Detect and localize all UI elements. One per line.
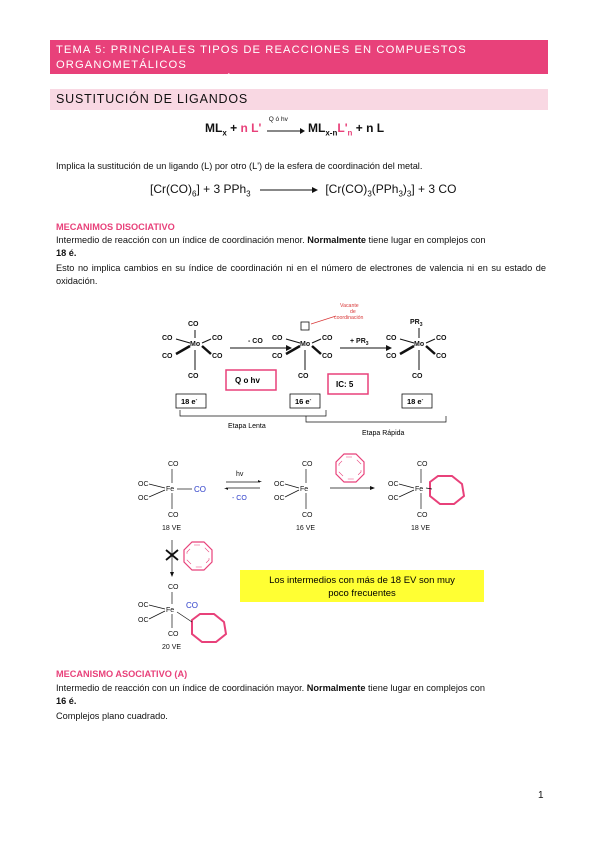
fe-label: Fe [415,486,424,493]
ve-label: 20 VE [162,644,182,651]
co-label: CO [417,512,428,519]
sub-run: 3 [365,341,369,347]
dissociative-scheme [150,298,470,440]
mo-complex-16e [272,322,333,380]
associative-paragraph-2: Complejos plano cuadrado. [56,711,168,721]
electron-label [295,397,312,406]
co-label: CO [436,335,447,342]
fe-complex-18ve [138,461,206,532]
co-label: CO [272,353,283,360]
banner-line-1: TEMA 5: PRINCIPALES TIPOS DE REACCIONES EN COMPUESTOS ORGANOMETÁLICOS [56,44,467,71]
co-label: CO [168,461,179,468]
oc-label: OC [138,617,149,624]
hv-label: hv [236,471,244,478]
co-label: CO [168,584,179,591]
text-run: PR [410,319,420,326]
text-run: 16 e [295,397,310,406]
co-label: CO [212,335,223,342]
co-label: CO [168,512,179,519]
text-run: Intermedio de reacción con un índice de coordinación menor. [56,235,308,245]
co-label: CO [298,373,309,380]
ve-label: 18 VE [162,525,182,532]
co-label: CO [168,631,179,638]
associative-paragraph-1 [56,682,546,709]
eq2-co: + 3 CO [418,182,457,196]
dissociative-heading: MECANIMOS DISOCIATIVO [56,222,175,232]
co-label: CO [386,335,397,342]
co-label: CO [162,353,173,360]
fe-label: Fe [300,486,309,493]
co-label: CO [417,461,428,468]
note-line-2: poco frecuentes [328,588,396,599]
text-run: tiene lugar en complejos con [365,683,485,693]
cot-ring-icon [430,476,464,504]
banner-line-2: DE METALES DE TRANSICIÓN [56,74,243,86]
co-label: CO [302,461,313,468]
oc-label: OC [138,602,149,609]
text-run: 18 e [407,397,422,406]
condition-label: Q o hv [235,376,260,385]
vacant-label-1: Vacante [340,303,359,309]
chapter-banner [50,40,548,86]
sup-run: - [421,397,424,403]
electron-label [181,397,198,406]
eq1-product-lig-sub: n [347,128,353,138]
eq1-product-sub: x-n [325,128,338,138]
co-label: CO [162,335,173,342]
co-label: CO [436,353,447,360]
note-line-1: Los intermedios con más de 18 EV son muy [269,575,455,586]
electron-label [407,397,424,406]
eq1-left-sub: x [222,128,227,138]
mo-label: Mo [414,341,425,348]
eq2-plus-sub: 3 [246,189,251,199]
mo-complex-pr3 [386,319,447,380]
co-label: CO [322,335,333,342]
eq1-product: ML [308,121,326,135]
slow-step-label: Etapa Lenta [228,423,266,430]
fe-complex-16ve [274,461,315,532]
eq2-product-end: ) [402,182,407,196]
iron-scheme [130,452,500,652]
sub-run: 3 [419,322,423,328]
fe-complex-20ve [138,584,226,651]
intro-text: Implica la sustitución de un ligando (L) por otro (L') de la esfera de coordinación del metal. [56,161,423,171]
eq1-product-lig: L' [337,121,348,135]
cyclooctatetraene-icon [336,454,364,482]
cyclooctatetraene-icon [184,542,212,570]
mo-label: Mo [300,341,311,348]
eq2-product-close: ] [411,182,415,196]
eq1-reagent: n L' [240,121,262,135]
co-label: CO [272,335,283,342]
fast-step-label: Etapa Rápida [362,430,405,437]
oc-label: OC [388,495,399,502]
fe-label: Fe [166,486,175,493]
bold-run: 16 é. [56,696,77,707]
section-title: SUSTITUCIÓN DE LIGANDOS [50,89,548,110]
mo-complex-18e [162,321,223,380]
dissociative-paragraph-2: Esto no implica cambios en su índice de coordinación ni en el número de electrones de valencia ni en su estado de oxidación. [56,263,546,287]
eq1-plus: + [230,121,238,135]
co-label: CO [212,353,223,360]
ve-label: 16 VE [296,525,316,532]
co-label: CO [188,321,199,328]
text-run: Intermedio de reacción con un índice de coordinación mayor. [56,683,307,693]
eq1-arrow-icon [265,125,305,137]
arrow2-label [350,338,369,347]
vacant-site-icon [301,322,309,330]
general-equation [205,115,385,138]
coordination-index-label: IC: 5 [336,380,354,389]
eq1-arrow-label: Q ó hv [268,115,288,123]
fe-complex-cot-18ve [388,461,464,532]
arrow1-label: - CO [248,338,263,345]
page-number: 1 [538,790,544,801]
mo-label: Mo [190,341,201,348]
cot-ring-icon [192,614,226,642]
eq2-plus: + 3 PPh [203,182,247,196]
oc-label: OC [138,481,149,488]
oc-label: OC [274,481,285,488]
sup-run: - [309,397,312,403]
co-label: CO [302,512,313,519]
bold-run: Normalmente [307,235,366,245]
text-run: + PR [350,338,366,345]
co-label: CO [412,373,423,380]
leaving-co-label: CO [194,485,206,494]
eq1-left: ML [205,121,223,135]
eq2-reactant-end: ] [196,182,200,196]
eq1-arrow [265,115,305,135]
eq2-product-sub2: 3 [398,189,403,199]
text-run: tiene lugar en complejos con [366,235,486,245]
eq2-product-mid: (PPh [371,182,399,196]
bold-run: 18 é. [56,248,77,259]
chromium-equation [150,182,456,198]
dissociative-paragraph-1 [56,234,546,261]
eq2-product-sub3: 3 [406,189,412,199]
vacant-label-3: coordinación [334,315,364,321]
pr3-label [410,319,423,328]
eq2-product: [Cr(CO) [325,182,368,196]
text-run: 18 e [181,397,196,406]
eq2-arrow-icon [258,185,318,195]
eq2-reactant: [Cr(CO) [150,182,192,196]
eq2-product-sub1: 3 [367,189,372,199]
blue-co-label: CO [186,601,198,610]
eq1-byproduct: + n L [355,121,385,135]
vacant-label-2: de [350,309,356,315]
co-label: CO [322,353,333,360]
associative-heading: MECANISMO ASOCIATIVO (A) [56,669,188,679]
oc-label: OC [388,481,399,488]
fe-label: Fe [166,607,175,614]
minus-co-label: - CO [232,495,247,502]
sup-run: - [195,397,198,403]
co-label: CO [188,373,199,380]
bold-run: Normalmente [306,683,366,693]
oc-label: OC [138,495,149,502]
ve-label: 18 VE [411,525,431,532]
oc-label: OC [274,495,285,502]
co-label: CO [386,353,397,360]
eq2-reactant-sub: 6 [192,189,197,199]
